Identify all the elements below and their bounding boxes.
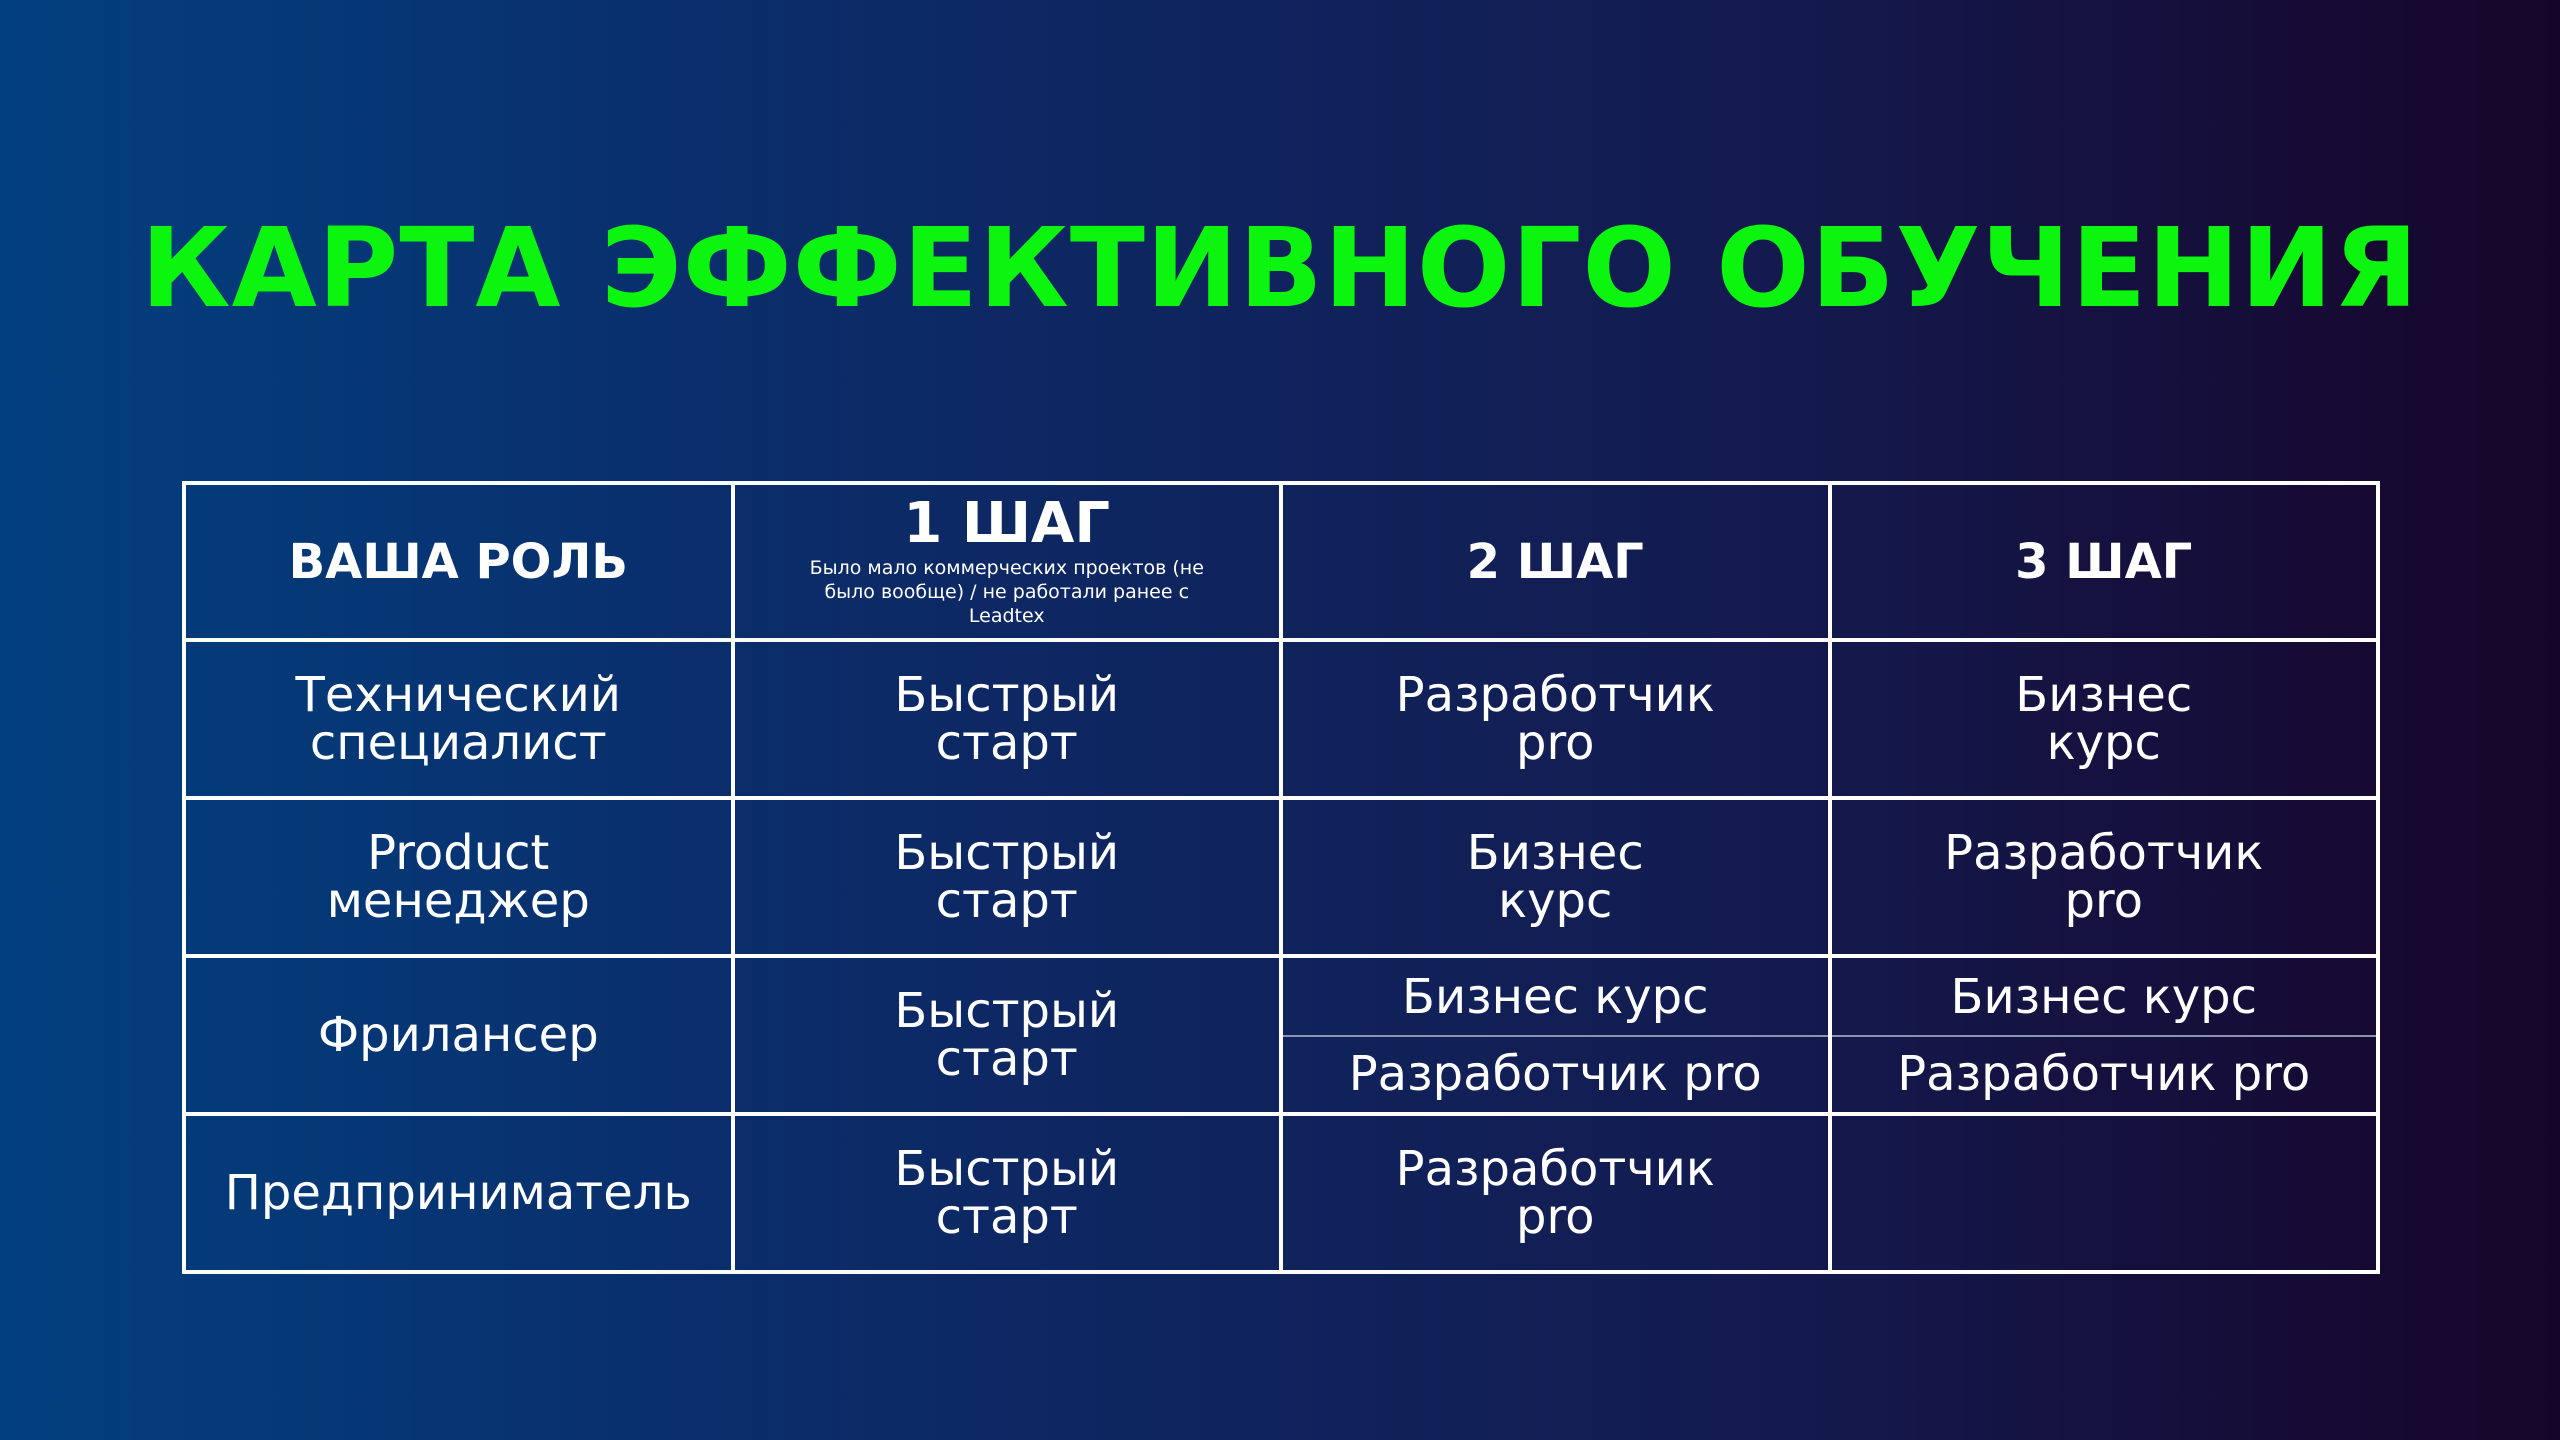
role-cell xyxy=(184,956,733,1114)
course-label: Бизнес курс xyxy=(1283,959,1828,1037)
header-step-3: 3 ШАГ xyxy=(1830,483,2379,640)
step-3-cell xyxy=(1830,1114,2379,1272)
table-header-row xyxy=(184,483,2378,640)
table-row xyxy=(184,956,2378,1114)
header-role: ВАША РОЛЬ xyxy=(184,483,733,640)
course-label: Быстрый старт xyxy=(894,983,1120,1087)
header-step-1 xyxy=(733,483,1282,640)
step-1-cell xyxy=(733,640,1282,798)
course-label: Бизнес курс xyxy=(1466,825,1644,929)
step-2-cell xyxy=(1281,640,1830,798)
header-step-1-note: Было мало коммерческих проектов (не было вообще) / не работали ранее с Leadtex xyxy=(809,556,1204,627)
course-label: Разработчик pro xyxy=(1348,1046,1762,1102)
course-label: Бизнес курс xyxy=(1832,959,2377,1037)
step-2-cell xyxy=(1281,1114,1830,1272)
step-1-cell xyxy=(733,956,1282,1114)
course-label: Быстрый старт xyxy=(894,1141,1120,1245)
role-cell xyxy=(184,1114,733,1272)
header-step-2: 2 ШАГ xyxy=(1281,483,1830,640)
course-label: Быстрый старт xyxy=(894,825,1120,929)
step-3-cell xyxy=(1830,798,2379,956)
learning-map-table xyxy=(182,481,2380,1274)
role-label: Технический специалист xyxy=(295,667,621,771)
step-1-cell xyxy=(733,798,1282,956)
role-cell xyxy=(184,798,733,956)
table-row xyxy=(184,640,2378,798)
role-label: Фрилансер xyxy=(317,1007,599,1063)
role-cell xyxy=(184,640,733,798)
header-step-1-label: 1 ШАГ xyxy=(903,490,1111,556)
page-title: КАРТА ЭФФЕКТИВНОГО ОБУЧЕНИЯ xyxy=(140,204,2420,332)
step-2-cell xyxy=(1281,956,1830,1114)
step-3-cell xyxy=(1830,640,2379,798)
step-3-cell xyxy=(1830,956,2379,1114)
course-label: Разработчик pro xyxy=(1395,667,1715,771)
step-1-cell xyxy=(733,1114,1282,1272)
step-2-cell xyxy=(1281,798,1830,956)
table-row xyxy=(184,798,2378,956)
role-label: Product менеджер xyxy=(326,825,590,929)
course-label: Быстрый старт xyxy=(894,667,1120,771)
table-row xyxy=(184,1114,2378,1272)
course-label: Разработчик pro xyxy=(1944,825,2264,929)
course-label: Разработчик pro xyxy=(1897,1046,2311,1102)
course-label: Разработчик pro xyxy=(1395,1141,1715,1245)
role-label: Предприниматель xyxy=(224,1165,692,1221)
course-label: Бизнес курс xyxy=(2015,667,2193,771)
